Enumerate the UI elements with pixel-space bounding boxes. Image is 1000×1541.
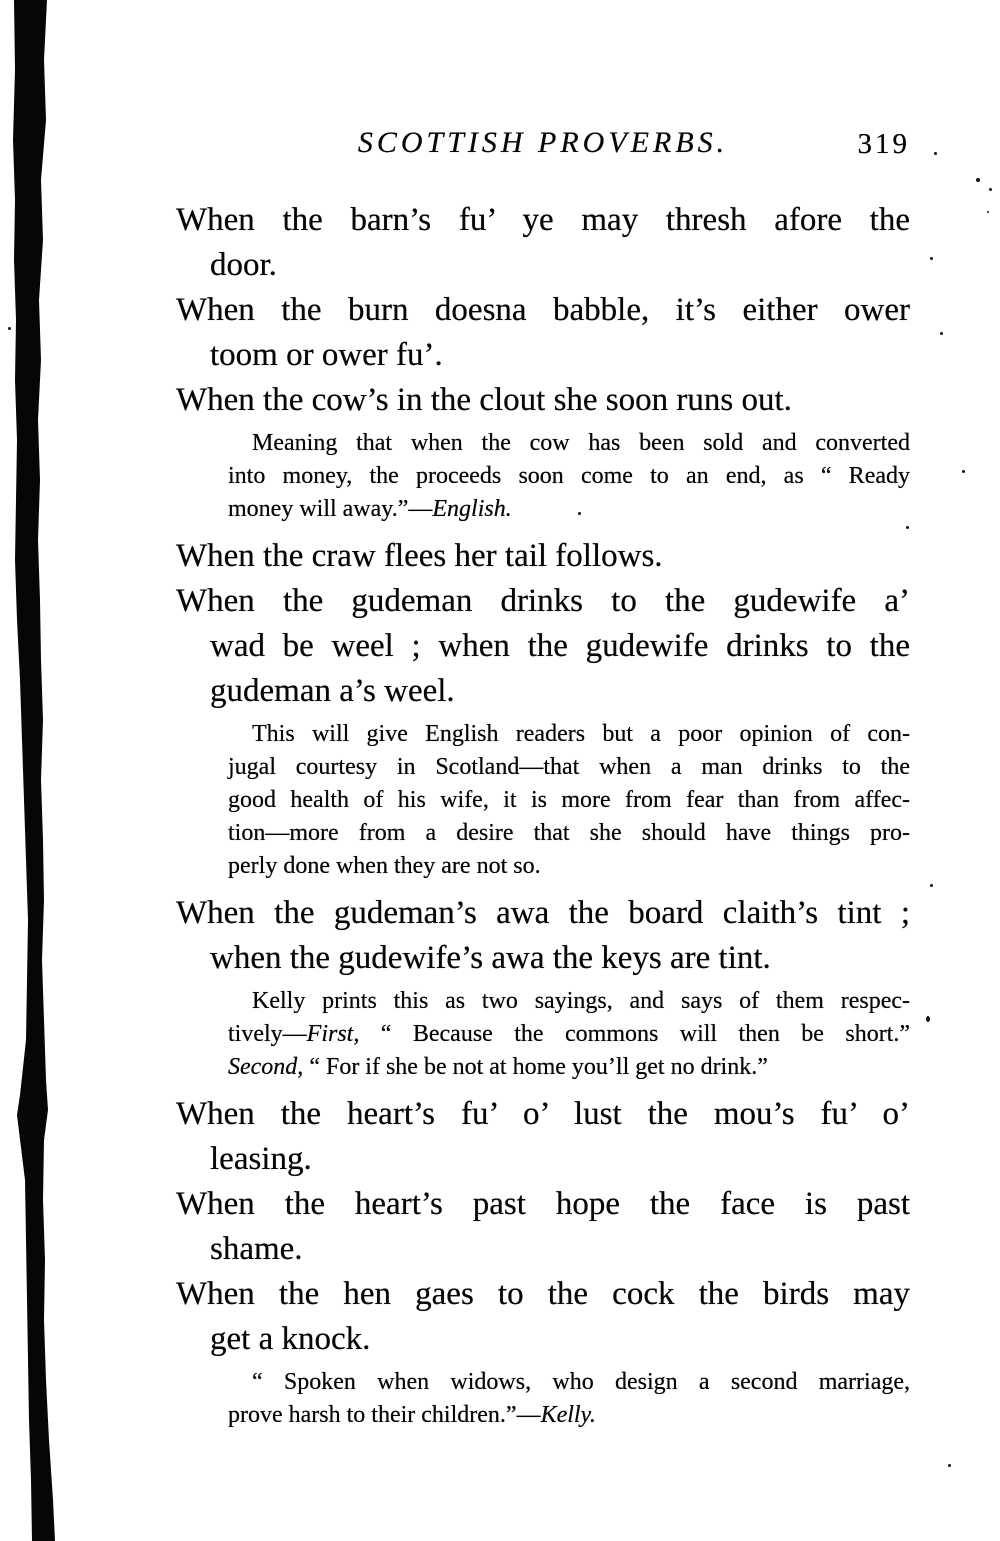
proverb-line: get a knock.	[210, 1321, 371, 1357]
scan-speck	[8, 327, 11, 330]
note-text: tion—more from a desire that she should have things pro-	[228, 820, 910, 846]
note-line	[228, 985, 910, 1018]
note-text: good health of his wife, it is more from fear than from affec-	[228, 787, 910, 813]
proverb-entry	[176, 378, 910, 526]
page-text-block	[176, 0, 910, 1440]
proverb-entry	[176, 891, 910, 1084]
note-line	[228, 850, 910, 883]
proverb-line: wad be weel ; when the gudewife drinks to the	[210, 628, 910, 664]
scan-speck	[930, 257, 933, 260]
scan-speck	[962, 470, 965, 473]
note-text: tively—	[228, 1021, 307, 1047]
proverb-line: shame.	[210, 1231, 303, 1267]
note-text-italic: Kelly.	[540, 1402, 596, 1428]
proverb-note	[228, 718, 910, 883]
note-line	[228, 460, 910, 493]
proverb-line: When the gudeman drinks to the gudewife a’	[176, 583, 910, 619]
note-text: Kelly prints this as two sayings, and says of them respec-	[252, 988, 910, 1014]
proverb-note	[228, 985, 910, 1084]
proverb-entry	[176, 1092, 910, 1182]
proverb-line: When the craw flees her tail follows.	[176, 538, 663, 574]
note-text-italic: First,	[306, 1021, 360, 1047]
note-text-italic: Second,	[228, 1054, 304, 1080]
scan-speck	[948, 1464, 951, 1467]
note-text: jugal courtesy in Scotland—that when a man drinks to the	[228, 754, 910, 780]
scan-speck	[940, 332, 943, 335]
proverb-note	[228, 1366, 910, 1432]
note-line	[228, 427, 910, 460]
scan-speck	[926, 1016, 930, 1022]
proverb-line: When the gudeman’s awa the board claith’s tint ;	[176, 895, 910, 931]
note-line	[228, 784, 910, 817]
scan-speck	[987, 211, 989, 213]
scan-speck	[989, 188, 992, 191]
scan-speck	[976, 178, 980, 182]
note-line	[228, 1018, 910, 1051]
note-text: perly done when they are not so.	[228, 853, 541, 879]
note-text: into money, the proceeds soon come to an end, as “ Ready	[228, 463, 910, 489]
note-line	[228, 1399, 910, 1432]
note-text: money will away.”—	[228, 496, 433, 522]
proverb-line: When the hen gaes to the cock the birds may	[176, 1276, 910, 1312]
note-text-italic: English.	[432, 496, 512, 522]
proverb-entry	[176, 1182, 910, 1272]
proverb-line: When the cow’s in the clout she soon runs out.	[176, 382, 792, 418]
note-text: This will give English readers but a poor opinion of con-	[252, 721, 910, 747]
proverb-line: gudeman a’s weel.	[210, 673, 455, 709]
note-line	[228, 751, 910, 784]
proverb-line: leasing.	[210, 1141, 312, 1177]
proverb-entry	[176, 534, 910, 579]
note-line	[228, 1366, 910, 1399]
proverb-line: When the burn doesna babble, it’s either ower	[176, 292, 910, 328]
proverb-entry	[176, 579, 910, 883]
note-text: Meaning that when the cow has been sold and converted	[252, 430, 910, 456]
note-text: “ Spoken when widows, who design a second marriage,	[252, 1369, 910, 1395]
proverb-line: when the gudewife’s awa the keys are tint.	[210, 940, 771, 976]
proverb-line: toom or ower fu’.	[210, 337, 443, 373]
proverb-line: When the barn’s fu’ ye may thresh afore the	[176, 202, 910, 238]
scan-speck	[930, 884, 933, 887]
note-line	[228, 718, 910, 751]
proverb-entry	[176, 1272, 910, 1432]
note-text: prove harsh to their children.”—	[228, 1402, 541, 1428]
proverb-note	[228, 427, 910, 526]
running-header-title: SCOTTISH PROVERBS.	[357, 126, 729, 159]
note-text: “ For if she be not at home you’ll get no drink.”	[303, 1054, 768, 1080]
note-line	[228, 1051, 910, 1084]
note-line	[228, 493, 910, 526]
proverb-line: door.	[210, 247, 277, 283]
proverb-entry	[176, 288, 910, 378]
page-number: 319	[857, 128, 910, 160]
book-gutter-shadow	[0, 0, 100, 1541]
note-text: “ Because the commons will then be short.”	[359, 1021, 910, 1047]
proverb-entry	[176, 198, 910, 288]
proverb-line: When the heart’s past hope the face is past	[176, 1186, 910, 1222]
note-line	[228, 817, 910, 850]
running-header	[176, 122, 910, 164]
proverb-line: When the heart’s fu’ o’ lust the mou’s fu’ o’	[176, 1096, 910, 1132]
scan-speck	[934, 152, 937, 155]
